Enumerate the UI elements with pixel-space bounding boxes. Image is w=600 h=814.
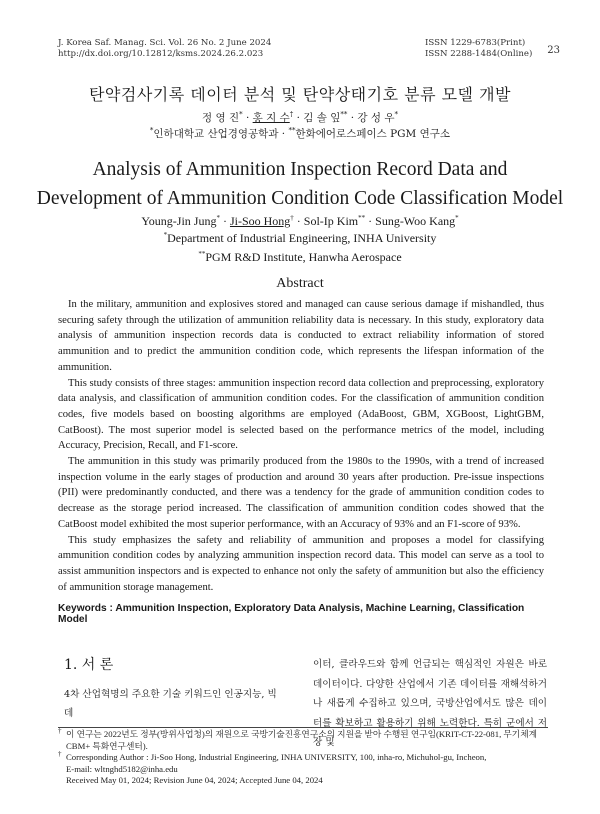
abstract-paragraph-2: This study consists of three stages: ammunition inspection record data collection and preprocessing, exploratory data analysis, and classification of ammunition condition codes. For the classification of ammunition condition codes, five models based on boosting algorithms are employed (AdaBoost, GBM, XGBoost, LightGBM, CatBoost). The most superior model is selected based on the performance metrics of the model, including Accuracy, Precision, Recall, and F1-score. [58, 377, 544, 452]
en-sep: · [293, 214, 304, 228]
en-mark: ** [358, 214, 366, 222]
journal-doi-line: http://dx.doi.org/10.12812/ksms.2024.26.2.023 [58, 49, 264, 59]
english-title-line-2: Development of Ammunition Condition Code Classification Model [36, 188, 564, 209]
kr-author-2: 홍 지 수 [252, 112, 290, 124]
kr-mark: ** [288, 126, 296, 135]
abstract-paragraph-4: This study emphasizes the safety and reliability of ammunition and proposes a model for classifying ammunition condition codes by analyzing ammunition inspection record data. This model can serve as a tool to assist ammunition inspectors and is expected to enhance not only the safety of ammunition but also the efficiency of ammunition storage management. [58, 534, 544, 593]
page-number: 23 [547, 45, 560, 56]
abstract-body [58, 297, 544, 595]
footnote-author-address: Corresponding Author : Ji-Soo Hong, Industrial Engineering, INHA UNIVERSITY, 100, inha-ro, Michuhol-gu, Incheon, [66, 752, 487, 762]
korean-authors [0, 110, 600, 125]
kr-author-1: 정 영 진 [201, 112, 240, 124]
journal-issn [425, 38, 532, 60]
en-mark: † [290, 214, 294, 222]
footnotes [58, 729, 548, 787]
body-column-left: 4차 산업혁명의 주요한 기술 키워드인 인공지능, 빅데 [64, 689, 277, 719]
kr-affiliation-1: 인하대학교 산업경영공학과 · [153, 128, 289, 140]
english-title [0, 155, 600, 213]
english-title-line-1: Analysis of Ammunition Inspection Record Data and [92, 159, 508, 180]
en-sep: · [365, 214, 376, 228]
english-affiliations [0, 227, 600, 265]
kr-mark: ** [340, 110, 348, 119]
footnote-funding-text: 이 연구는 2022년도 정부(방위사업청)의 재원으로 국방기술진흥연구소의 지원을 받아 수행된 연구임(KRIT-CT-22-081, 무기체계 CBM+ 특화연구센터). [66, 729, 537, 751]
issn-online: ISSN 2288-1484(Online) [425, 49, 533, 59]
footnote-funding [58, 729, 548, 752]
en-author-1: Young-Jin Jung [141, 214, 217, 228]
en-affiliation-2-text: PGM R&D Institute, Hanwha Aerospace [205, 250, 402, 264]
en-affiliation-1 [0, 227, 600, 246]
keywords: Keywords : Ammunition Inspection, Exploratory Data Analysis, Machine Learning, Classification Model [58, 603, 525, 625]
abstract-heading: Abstract [276, 276, 324, 291]
en-mark: * [455, 214, 459, 222]
abstract-paragraph-3: The ammunition in this study was primarily produced from the 1980s to the 1990s, with a trend of increased inspection volume in the early stages of production and around 30 years after production. Pre-issue inspections (PII) were predominantly conducted, and there was a tendency for the grade of ammunition condition codes to decrease as the storage period increased. The classification of ammunition condition codes showed that the CatBoost model exhibited the most superior performance, with an Accuracy of 93% and an F1-score of 93%. [58, 456, 544, 530]
received-dates: Received May 01, 2024; Revision June 04, 2024; Accepted June 04, 2024 [66, 775, 323, 785]
journal-citation [58, 38, 271, 60]
footnote-mark: † [58, 727, 62, 735]
kr-mark: * [149, 126, 154, 135]
footnote-corresponding-author [58, 752, 548, 764]
kr-mark: * [394, 110, 399, 119]
journal-volume-line: J. Korea Saf. Manag. Sci. Vol. 26 No. 2 June 2024 [58, 38, 272, 48]
en-author-4: Sung-Woo Kang [375, 214, 456, 228]
en-author-2: Ji-Soo Hong [229, 214, 291, 228]
korean-title: 탄약검사기록 데이터 분석 및 탄약상태기호 분류 모델 개발 [88, 85, 512, 104]
kr-mark: * [239, 110, 243, 119]
kr-sep: · [245, 112, 250, 124]
en-mark: ** [198, 250, 206, 258]
en-author-3: Sol-Ip Kim [303, 214, 359, 228]
en-sep: · [219, 214, 230, 228]
footnote-mark: † [58, 750, 62, 758]
kr-sep: · [296, 112, 300, 124]
abstract-paragraph-1: In the military, ammunition and explosives stored and managed can cause serious damage if mishandled, thus securing safety through the utilization of ammunition reliability data is necessary. In this study, exploratory data analysis of ammunition inspection records data is conducted to extract reliability information of stored ammunition and to predict the ammunition condition code, which represents the lifespan information of the ammunition. [58, 299, 544, 373]
kr-sep: · [350, 112, 355, 124]
en-affiliation-1-text: Department of Industrial Engineering, INHA University [167, 231, 437, 245]
en-mark: * [216, 214, 220, 222]
kr-author-3: 김 솔 잎 [303, 112, 341, 124]
footnote-divider [58, 727, 548, 728]
section-heading-introduction: 1. 서 론 [64, 657, 114, 673]
body-column-right: 이터, 클라우드와 함께 언급되는 핵심적인 자원은 바로 데이터이다. 다양한 산업에서 기존 데이터를 재해석하거나 새롭게 수집하고 있으며, 국방산업에서도 많은 데이터를 확보하고 활용하기 위해 노력한다. 특히 군에서 저장 및 [313, 659, 547, 748]
footnote-email: E-mail: wltnghd5182@inha.edu [66, 763, 178, 774]
kr-author-4: 강 성 우 [357, 112, 395, 124]
en-mark: * [163, 231, 168, 239]
en-affiliation-2 [0, 246, 600, 265]
kr-affiliation-2: 한화에어로스페이스 PGM 연구소 [295, 128, 451, 140]
issn-print: ISSN 1229-6783(Print) [425, 38, 526, 48]
korean-affiliation [0, 126, 600, 141]
kr-mark: † [289, 110, 294, 119]
